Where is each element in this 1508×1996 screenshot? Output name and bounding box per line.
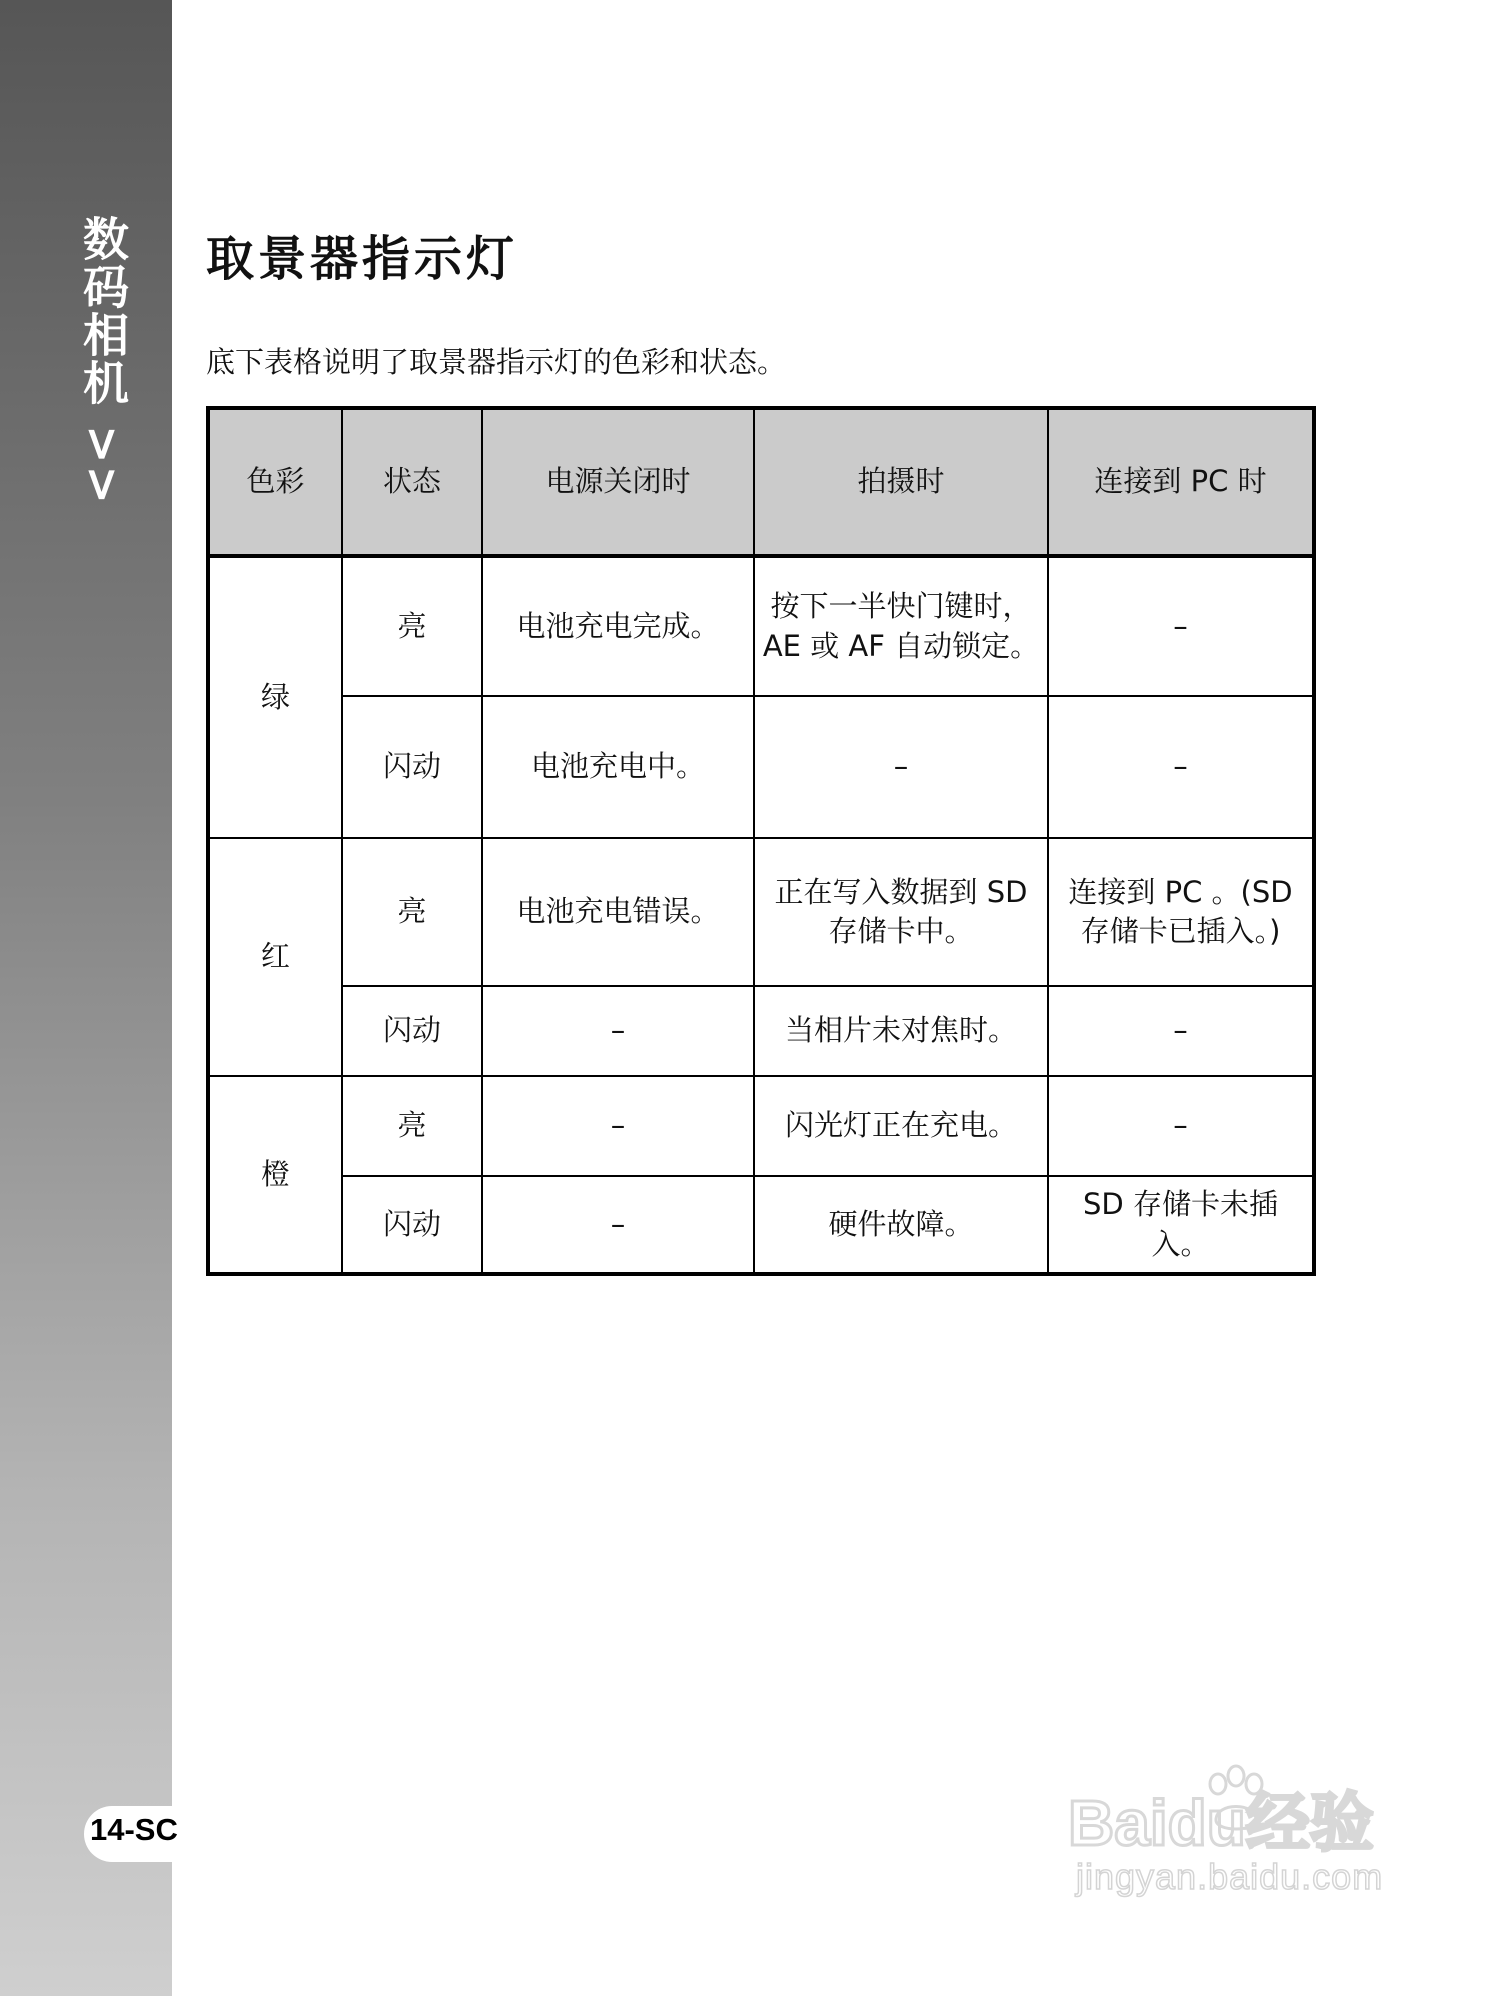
table-row [208,1076,1314,1176]
header-color: 色彩 [208,408,342,556]
state-cell: 亮 [342,838,482,986]
shooting-cell: 当相片未对焦时。 [754,986,1048,1076]
shooting-cell: 闪光灯正在充电。 [754,1076,1048,1176]
table-row [208,986,1314,1076]
page-number: 14-SC [90,1812,178,1847]
state-cell: 亮 [342,1076,482,1176]
page-title: 取景器指示灯 [206,231,519,287]
pc-cell: – [1048,696,1314,838]
header-shooting: 拍摄时 [754,408,1048,556]
pc-cell: 连接到 PC 。(SD 存储卡已插入。) [1048,838,1314,986]
color-cell: 红 [208,838,342,1076]
state-cell: 闪动 [342,1176,482,1274]
pc-cell: SD 存储卡未插入。 [1048,1176,1314,1274]
power-off-cell: 电池充电错误。 [482,838,754,986]
indicator-table [206,406,1316,1276]
state-cell: 闪动 [342,986,482,1076]
pc-cell: – [1048,1076,1314,1176]
pc-cell: – [1048,986,1314,1076]
section-label: 数码相机 >> [76,215,130,507]
table-row [208,1176,1314,1274]
shooting-cell: 硬件故障。 [754,1176,1048,1274]
power-off-cell: – [482,1076,754,1176]
state-cell: 亮 [342,556,482,696]
header-pc: 连接到 PC 时 [1048,408,1314,556]
shooting-cell: 按下一半快门键时，AE 或 AF 自动锁定。 [754,556,1048,696]
header-state: 状态 [342,408,482,556]
power-off-cell: 电池充电完成。 [482,556,754,696]
watermark-logo: Baidu经验 [1068,1787,1374,1859]
table-row [208,556,1314,696]
header-row [208,408,1314,556]
watermark-url: jingyan.baidu.com [1076,1856,1384,1897]
power-off-cell: – [482,1176,754,1274]
intro-text: 底下表格说明了取景器指示灯的色彩和状态。 [206,345,787,379]
power-off-cell: 电池充电中。 [482,696,754,838]
sidebar [0,0,172,1996]
paw-icon [1196,1760,1276,1840]
table-row [208,838,1314,986]
color-cell: 橙 [208,1076,342,1274]
power-off-cell: – [482,986,754,1076]
header-power-off: 电源关闭时 [482,408,754,556]
baidu-watermark [1068,1772,1428,1932]
shooting-cell: – [754,696,1048,838]
pc-cell: – [1048,556,1314,696]
state-cell: 闪动 [342,696,482,838]
color-cell: 绿 [208,556,342,838]
table-row [208,696,1314,838]
shooting-cell: 正在写入数据到 SD 存储卡中。 [754,838,1048,986]
